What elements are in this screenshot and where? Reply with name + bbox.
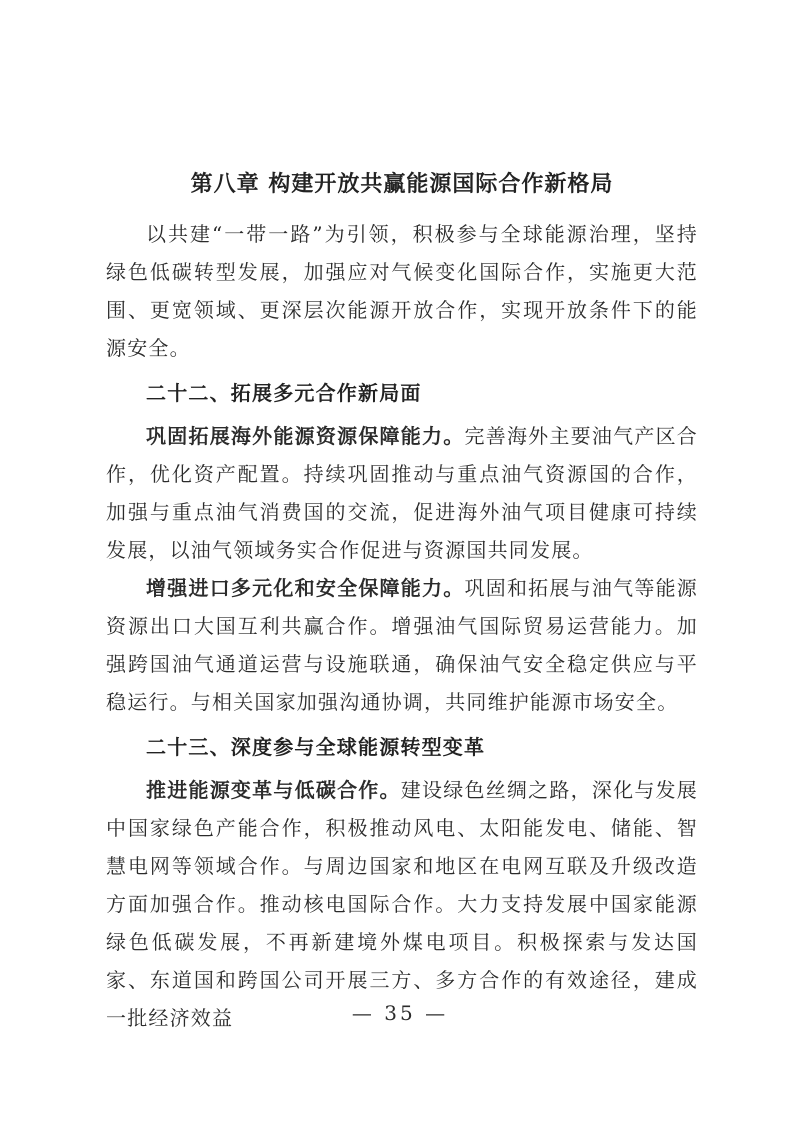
paragraph — [106, 569, 698, 721]
paragraph-body: 建设绿色丝绸之路，深化与发展中国家绿色产能合作，积极推动风电、太阳能发电、储能、智慧电网等领域合作。与周边国家和地区在电网互联及升级改造方面加强合作。推动核电国际合作。大力支持发展中国家能源绿色低碳发展，不再新建境外煤电项目。积极探索与发达国家、东道国和跨国公司开展三方、多方合作的有效途径，建成一批经济效益 — [106, 778, 698, 1030]
section-heading-23: 二十三、深度参与全球能源转型变革 — [146, 735, 486, 759]
paragraph — [106, 417, 698, 569]
page-number: — 35 — — [351, 1001, 449, 1025]
intro-paragraph: 以共建“一带一路”为引领，积极参与全球能源治理，坚持绿色低碳转型发展，加强应对气候变化国际合作，实施更大范围、更宽领域、更深层次能源开放合作，实现开放条件下的能源安全。 — [106, 222, 698, 360]
paragraph — [106, 771, 698, 1037]
paragraph-lead: 巩固拓展海外能源资源保障能力。 — [146, 424, 465, 448]
paragraph-lead: 增强进口多元化和安全保障能力。 — [146, 576, 465, 600]
paragraph-body: 巩固和拓展与油气等能源资源出口大国互利共赢合作。增强油气国际贸易运营能力。加强跨国油气通道运营与设施联通，确保油气安全稳定供应与平稳运行。与相关国家加强沟通协调，共同维护能源市场安全。 — [106, 576, 699, 714]
paragraph-lead: 推进能源变革与低碳合作。 — [146, 778, 401, 802]
chapter-title: 第八章 构建开放共赢能源国际合作新格局 — [190, 172, 614, 197]
paragraph-body: 完善海外主要油气产区合作，优化资产配置。持续巩固推动与重点油气资源国的合作，加强与重点油气消费国的交流，促进海外油气项目健康可持续发展，以油气领域务实合作促进与资源国共同发展。 — [106, 424, 699, 562]
section-heading-22: 二十二、拓展多元合作新局面 — [146, 381, 422, 405]
